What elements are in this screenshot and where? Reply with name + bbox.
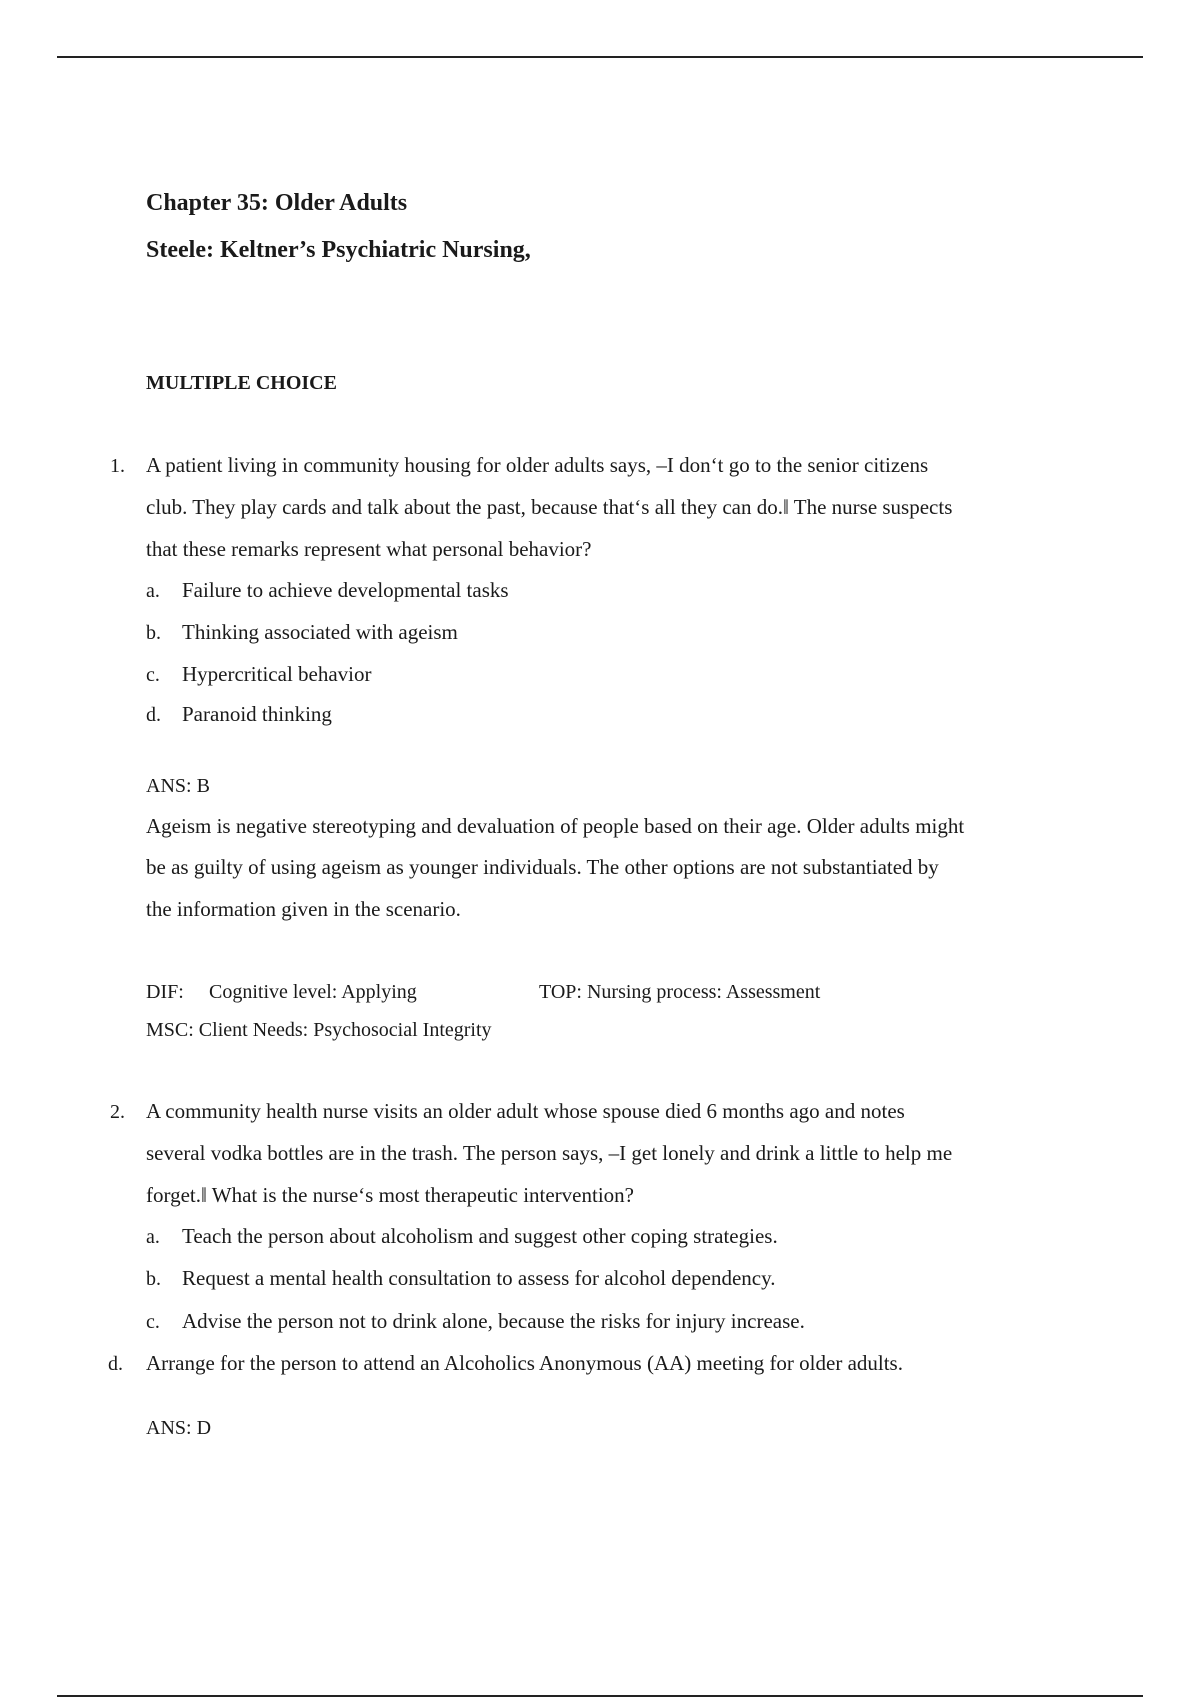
option-text: Arrange for the person to attend an Alcoholics Anonymous (AA) meeting for older adults. — [146, 1351, 903, 1375]
topic: TOP: Nursing process: Assessment — [539, 981, 821, 1003]
question-stem-line: that these remarks represent what personal behavior? — [146, 537, 592, 561]
option-letter: d. — [146, 704, 161, 726]
msc: MSC: Client Needs: Psychosocial Integrity — [146, 1019, 492, 1041]
option-letter: c. — [146, 664, 160, 686]
option-text: Thinking associated with ageism — [182, 620, 458, 644]
rationale-line: be as guilty of using ageism as younger individuals. The other options are not substantiated by — [146, 855, 939, 879]
bottom-rule — [57, 1695, 1143, 1697]
question-stem-line: club. They play cards and talk about the past, because that‘s all they can do.‖ The nurse suspects — [146, 495, 953, 519]
option-text: Hypercritical behavior — [182, 662, 372, 686]
question-stem-line: forget.‖ What is the nurse‘s most therapeutic intervention? — [146, 1183, 634, 1207]
top-rule — [57, 56, 1143, 58]
difficulty-value: Cognitive level: Applying — [209, 981, 417, 1003]
difficulty-label: DIF: — [146, 981, 184, 1003]
section-heading: MULTIPLE CHOICE — [146, 372, 337, 394]
question-stem-line: several vodka bottles are in the trash. The person says, –I get lonely and drink a little to help me — [146, 1141, 953, 1165]
option-letter: b. — [146, 622, 161, 644]
option-text: Failure to achieve developmental tasks — [182, 578, 509, 602]
option-text: Paranoid thinking — [182, 702, 332, 726]
question-number: 2. — [110, 1101, 125, 1123]
book-title: Steele: Keltner’s Psychiatric Nursing, — [146, 237, 531, 263]
chapter-title: Chapter 35: Older Adults — [146, 190, 408, 216]
option-letter: d. — [108, 1353, 123, 1375]
question-number: 1. — [110, 455, 125, 477]
answer: ANS: D — [146, 1417, 212, 1439]
option-text: Request a mental health consultation to assess for alcohol dependency. — [182, 1266, 776, 1290]
answer: ANS: B — [146, 775, 210, 797]
question-stem-line: A patient living in community housing for older adults says, –I don‘t go to the senior citizens — [146, 453, 929, 477]
rationale-line: the information given in the scenario. — [146, 897, 461, 921]
option-letter: c. — [146, 1311, 160, 1333]
option-letter: a. — [146, 1226, 160, 1248]
option-letter: b. — [146, 1268, 161, 1290]
rationale-line: Ageism is negative stereotyping and devaluation of people based on their age. Older adults might — [146, 814, 965, 838]
question-stem-line: A community health nurse visits an older adult whose spouse died 6 months ago and notes — [146, 1099, 905, 1123]
option-text: Teach the person about alcoholism and suggest other coping strategies. — [182, 1224, 778, 1248]
option-text: Advise the person not to drink alone, because the risks for injury increase. — [182, 1309, 805, 1333]
option-letter: a. — [146, 580, 160, 602]
